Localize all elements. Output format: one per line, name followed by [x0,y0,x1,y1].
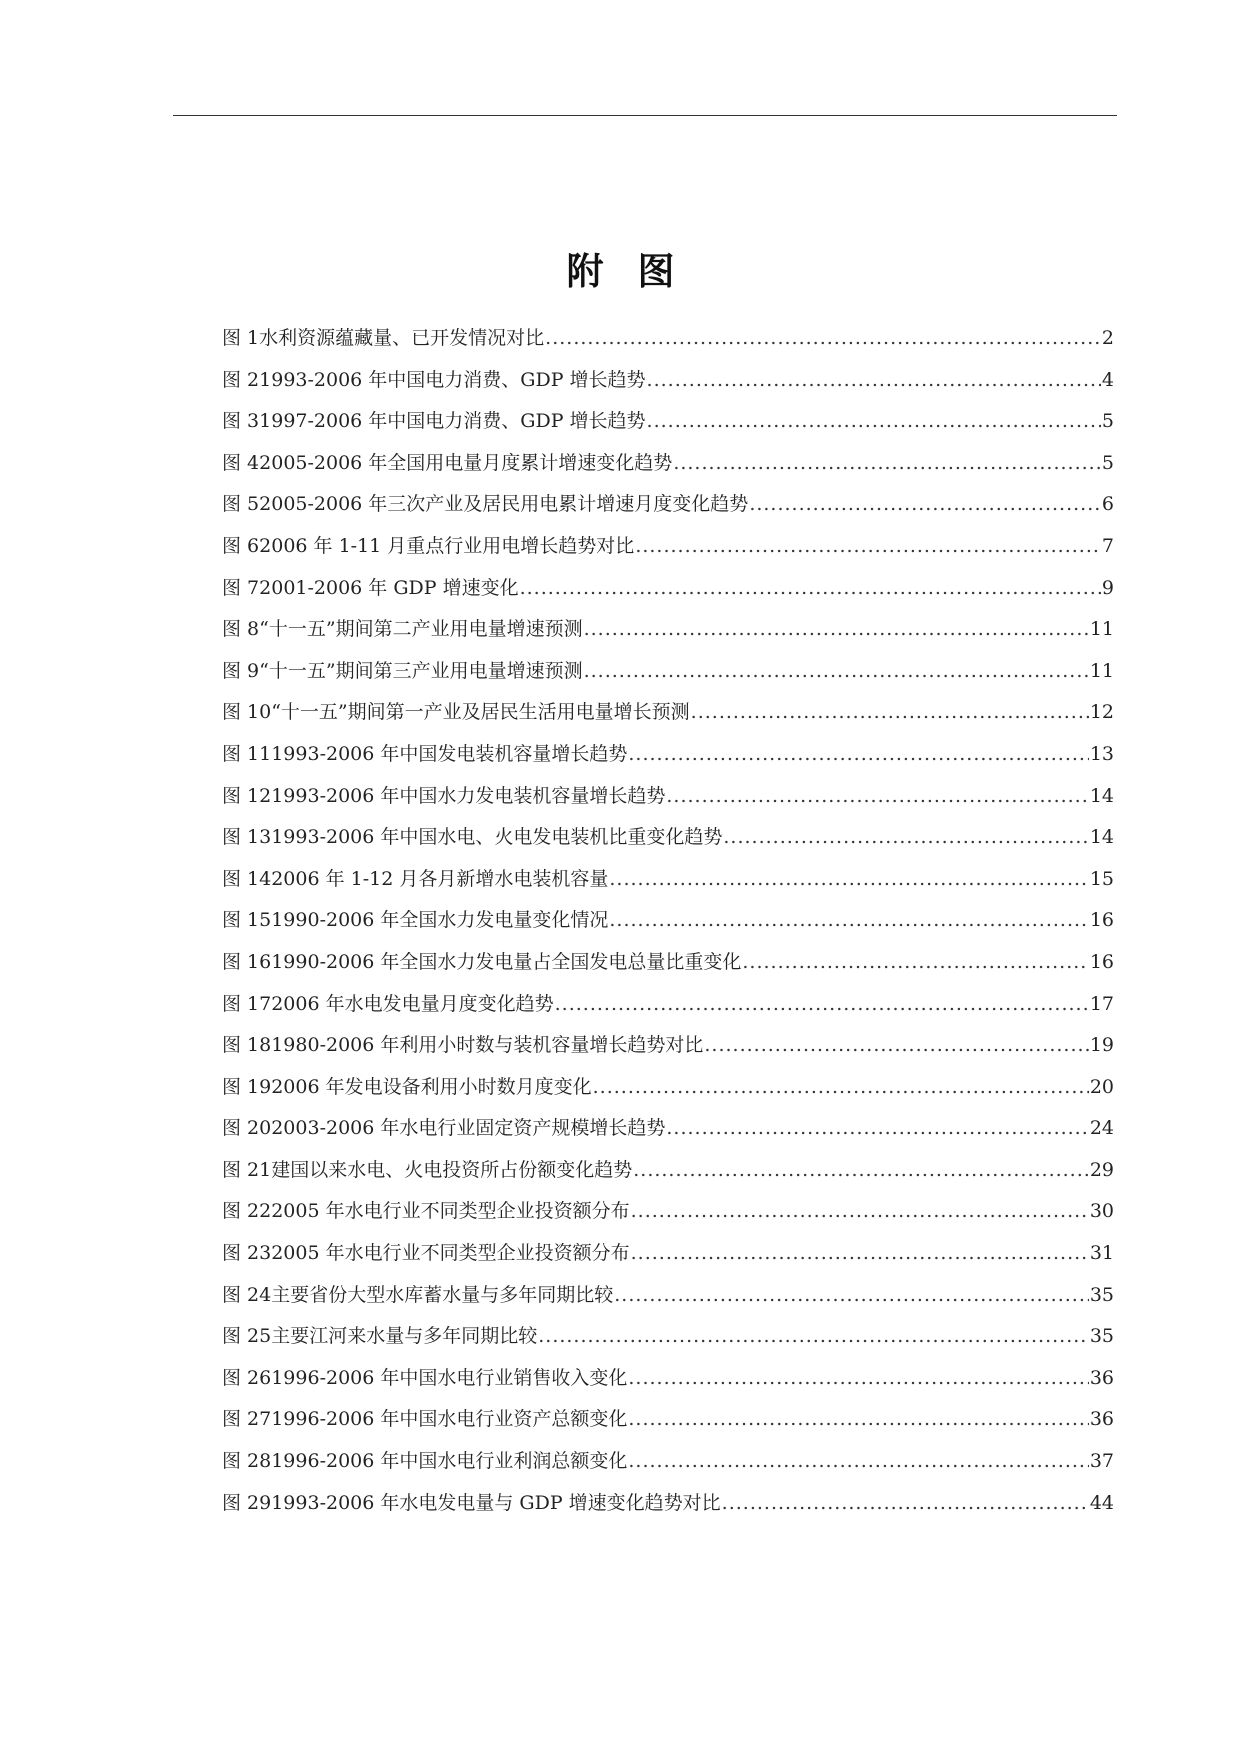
toc-entry[interactable] [222,1233,1114,1275]
toc-entry-page: 36 [1089,1366,1114,1389]
toc-entry[interactable] [222,859,1114,901]
toc-entry-page: 35 [1089,1325,1114,1348]
toc-entry-leader [633,1150,1089,1192]
toc-entry-page: 30 [1089,1200,1114,1223]
toc-entry-leader [647,401,1101,443]
toc-entry[interactable] [222,942,1114,984]
toc-entry-label: 图 5 [222,493,260,516]
toc-entry-label: 图 2 [222,368,260,391]
toc-entry-label: 图 24 [222,1283,272,1306]
toc-entry-label: 图 14 [222,867,272,890]
toc-entry[interactable] [222,484,1114,526]
toc-entry-leader [631,1233,1089,1275]
toc-entry[interactable] [222,1275,1114,1317]
toc-entry[interactable] [222,776,1114,818]
toc-entry-title: 1996-2006 年中国水电行业利润总额变化 [271,1450,628,1473]
toc-entry-title: 2006 年水电发电量月度变化趋势 [271,992,554,1015]
toc-entry-title: 1997-2006 年中国电力消费、GDP 增长趋势 [259,410,646,433]
toc-entry-label: 图 21 [222,1158,272,1181]
toc-entry-page: 17 [1089,992,1114,1015]
toc-entry-title: 1996-2006 年中国水电行业资产总额变化 [271,1408,628,1431]
toc-entry[interactable] [222,1067,1114,1109]
toc-entry-label: 图 15 [222,909,272,932]
toc-entry[interactable] [222,1025,1114,1067]
toc-entry-label: 图 26 [222,1366,272,1389]
toc-entry-label: 图 8 [222,618,260,641]
toc-entry[interactable] [222,401,1114,443]
toc-entry[interactable] [222,568,1114,610]
toc-entry-page: 6 [1101,493,1114,516]
toc-entry-page: 2 [1101,327,1114,349]
toc-entry[interactable] [222,1399,1114,1441]
toc-entry-leader [628,1441,1088,1483]
toc-entry[interactable] [222,692,1114,734]
toc-entry-leader [666,776,1088,818]
toc-entry-label: 图 16 [222,950,272,973]
toc-entry[interactable] [222,817,1114,859]
toc-entry-page: 13 [1089,742,1114,765]
toc-entry-leader [614,1275,1089,1317]
toc-entry-title: 1980-2006 年利用小时数与装机容量增长趋势对比 [271,1034,704,1057]
toc-entry[interactable] [222,984,1114,1026]
toc-entry-page: 4 [1101,368,1114,391]
toc-entry-title: 1993-2006 年中国水电、火电发电装机比重变化趋势 [271,826,723,849]
toc-entry-title: 主要省份大型水库蓄水量与多年同期比较 [271,1283,614,1306]
toc-entry-label: 图 4 [222,451,260,474]
toc-entry-page: 11 [1089,618,1114,641]
toc-entry-leader [722,1483,1089,1525]
toc-entry-page: 19 [1089,1034,1114,1057]
figure-list [222,318,1114,1524]
toc-entry[interactable] [222,609,1114,651]
toc-entry-label: 图 12 [222,784,272,807]
toc-entry-leader [647,360,1101,402]
toc-entry-page: 12 [1089,701,1114,724]
toc-entry-label: 图 13 [222,826,272,849]
toc-entry-page: 36 [1089,1408,1114,1431]
toc-entry-label: 图 10 [222,701,272,724]
toc-entry-page: 14 [1089,826,1114,849]
toc-entry[interactable] [222,318,1114,360]
toc-entry[interactable] [222,1150,1114,1192]
toc-entry[interactable] [222,1483,1114,1525]
toc-entry-title: 2003-2006 年水电行业固定资产规模增长趋势 [271,1117,666,1140]
toc-entry[interactable] [222,1191,1114,1233]
toc-entry-label: 图 6 [222,534,260,557]
toc-entry-label: 图 29 [222,1491,272,1514]
toc-entry-title: 水利资源蕴藏量、已开发情况对比 [259,327,545,349]
toc-entry-title: 1993-2006 年中国水力发电装机容量增长趋势 [271,784,666,807]
toc-entry-page: 5 [1101,451,1114,474]
toc-entry-page: 31 [1089,1242,1114,1265]
toc-entry-title: 2006 年 1-12 月各月新增水电装机容量 [271,867,609,890]
toc-entry-label: 图 17 [222,992,272,1015]
toc-entry-leader [609,900,1088,942]
toc-entry-title: 1996-2006 年中国水电行业销售收入变化 [271,1366,628,1389]
toc-entry-page: 20 [1089,1075,1114,1098]
toc-entry-title: 1993-2006 年中国电力消费、GDP 增长趋势 [259,368,646,391]
toc-entry-leader [691,692,1089,734]
toc-entry-label: 图 19 [222,1075,272,1098]
toc-entry-title: 1993-2006 年水电发电量与 GDP 增速变化趋势对比 [271,1491,721,1514]
toc-entry-leader [628,734,1088,776]
toc-entry-label: 图 7 [222,576,260,599]
toc-entry-page: 16 [1089,950,1114,973]
toc-entry-title: 1990-2006 年全国水力发电量变化情况 [271,909,609,932]
toc-entry-label: 图 28 [222,1450,272,1473]
header-rule [173,115,1117,116]
toc-entry-label: 图 9 [222,659,260,682]
toc-entry-page: 37 [1089,1450,1114,1473]
toc-entry-title: 2005-2006 年三次产业及居民用电累计增速月度变化趋势 [259,493,749,516]
toc-entry-leader [584,609,1089,651]
toc-entry-leader [631,1191,1089,1233]
toc-entry-label: 图 23 [222,1242,272,1265]
toc-entry-page: 11 [1089,659,1114,682]
toc-entry-leader [673,443,1101,485]
toc-entry-leader [666,1108,1088,1150]
toc-entry-label: 图 20 [222,1117,272,1140]
toc-entry-page: 14 [1089,784,1114,807]
toc-entry-label: 图 27 [222,1408,272,1431]
toc-entry-title: 建国以来水电、火电投资所占份额变化趋势 [271,1158,633,1181]
toc-entry-leader [545,318,1101,360]
toc-entry-page: 35 [1089,1283,1114,1306]
toc-entry[interactable] [222,443,1114,485]
toc-entry-leader [742,942,1088,984]
toc-entry-leader [584,651,1089,693]
toc-entry-title: 2005 年水电行业不同类型企业投资额分布 [271,1200,630,1223]
toc-entry-leader [635,526,1101,568]
toc-entry-leader [723,817,1088,859]
toc-entry-label: 图 22 [222,1200,272,1223]
toc-entry-title: 2001-2006 年 GDP 增速变化 [259,576,519,599]
toc-entry-leader [609,859,1088,901]
toc-entry-label: 图 11 [222,742,272,765]
toc-entry-page: 24 [1089,1117,1114,1140]
toc-entry-leader [628,1358,1088,1400]
toc-entry-page: 44 [1089,1491,1114,1514]
toc-entry-title: 2005-2006 年全国用电量月度累计增速变化趋势 [259,451,673,474]
toc-entry-title: 2006 年 1-11 月重点行业用电增长趋势对比 [259,534,635,557]
toc-entry[interactable] [222,1316,1114,1358]
toc-entry-page: 16 [1089,909,1114,932]
toc-entry-label: 图 3 [222,410,260,433]
toc-entry[interactable] [222,1441,1114,1483]
toc-entry-leader [520,568,1101,610]
toc-entry[interactable] [222,734,1114,776]
toc-entry-leader [593,1067,1089,1109]
toc-entry-title: 主要江河来水量与多年同期比较 [271,1325,538,1348]
toc-entry-title: “十一五”期间第一产业及居民生活用电量增长预测 [271,701,690,724]
toc-entry[interactable] [222,526,1114,568]
toc-entry-title: “十一五”期间第二产业用电量增速预测 [259,618,583,641]
toc-entry-title: 1990-2006 年全国水力发电量占全国发电总量比重变化 [271,950,742,973]
toc-entry-label: 图 18 [222,1034,272,1057]
toc-entry-leader [628,1399,1088,1441]
toc-entry-title: 1993-2006 年中国发电装机容量增长趋势 [271,742,628,765]
toc-entry-page: 7 [1101,534,1114,557]
toc-entry[interactable] [222,1358,1114,1400]
toc-entry-title: 2006 年发电设备利用小时数月度变化 [271,1075,592,1098]
toc-entry-leader [749,484,1101,526]
toc-entry[interactable] [222,900,1114,942]
toc-entry-leader [538,1316,1089,1358]
toc-entry-page: 5 [1101,410,1114,433]
toc-entry[interactable] [222,651,1114,693]
toc-entry-page: 15 [1089,867,1114,890]
toc-entry-label: 图 1 [222,327,260,349]
toc-entry-leader [555,984,1089,1026]
toc-entry-page: 29 [1089,1158,1114,1181]
toc-entry-title: “十一五”期间第三产业用电量增速预测 [259,659,583,682]
page-title: 附图 [566,248,709,293]
toc-entry-leader [704,1025,1088,1067]
toc-entry[interactable] [222,360,1114,402]
toc-entry[interactable] [222,1108,1114,1150]
toc-entry-label: 图 25 [222,1325,272,1348]
toc-entry-page: 9 [1101,576,1114,599]
toc-entry-title: 2005 年水电行业不同类型企业投资额分布 [271,1242,630,1265]
